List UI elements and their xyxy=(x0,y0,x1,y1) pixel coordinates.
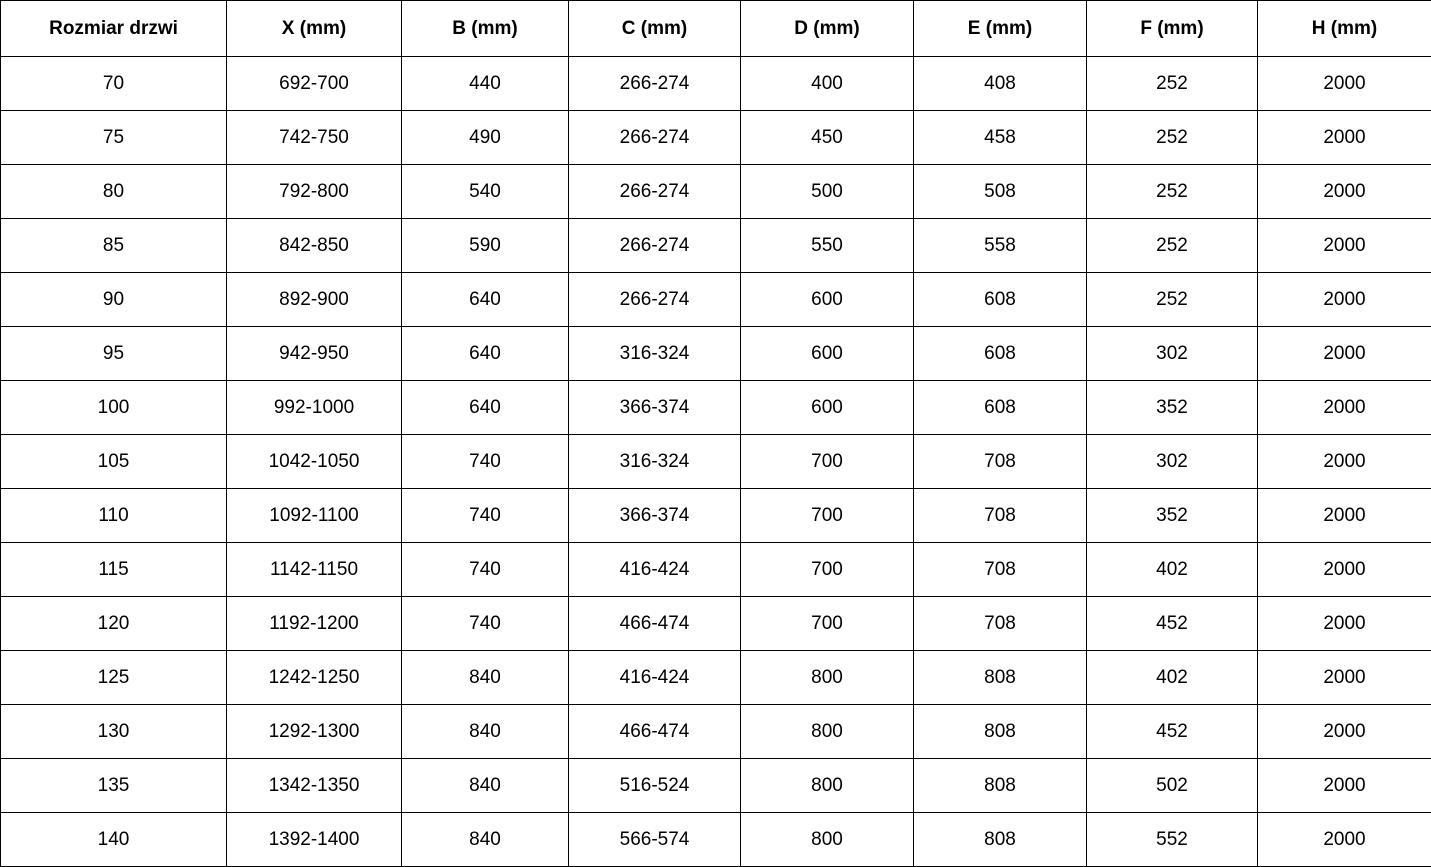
cell-rozmiar-drzwi: 100 xyxy=(1,381,227,435)
cell-h: 2000 xyxy=(1258,705,1431,759)
cell-c: 266-274 xyxy=(569,165,741,219)
cell-h: 2000 xyxy=(1258,651,1431,705)
column-header-e: E (mm) xyxy=(914,1,1087,57)
cell-e: 808 xyxy=(914,705,1087,759)
cell-x: 842-850 xyxy=(227,219,402,273)
cell-rozmiar-drzwi: 130 xyxy=(1,705,227,759)
column-header-h: H (mm) xyxy=(1258,1,1431,57)
cell-f: 402 xyxy=(1087,651,1258,705)
cell-f: 552 xyxy=(1087,813,1258,867)
cell-x: 742-750 xyxy=(227,111,402,165)
cell-rozmiar-drzwi: 95 xyxy=(1,327,227,381)
cell-h: 2000 xyxy=(1258,57,1431,111)
table-row xyxy=(1,435,1431,489)
cell-e: 708 xyxy=(914,543,1087,597)
cell-b: 640 xyxy=(402,327,569,381)
cell-rozmiar-drzwi: 140 xyxy=(1,813,227,867)
cell-rozmiar-drzwi: 125 xyxy=(1,651,227,705)
cell-e: 608 xyxy=(914,381,1087,435)
cell-c: 516-524 xyxy=(569,759,741,813)
cell-e: 708 xyxy=(914,489,1087,543)
table-row xyxy=(1,165,1431,219)
cell-d: 700 xyxy=(741,597,914,651)
cell-x: 892-900 xyxy=(227,273,402,327)
cell-h: 2000 xyxy=(1258,489,1431,543)
cell-x: 1392-1400 xyxy=(227,813,402,867)
cell-rozmiar-drzwi: 120 xyxy=(1,597,227,651)
cell-h: 2000 xyxy=(1258,111,1431,165)
cell-e: 808 xyxy=(914,651,1087,705)
cell-x: 1292-1300 xyxy=(227,705,402,759)
table-row xyxy=(1,543,1431,597)
cell-rozmiar-drzwi: 80 xyxy=(1,165,227,219)
cell-h: 2000 xyxy=(1258,273,1431,327)
table-row xyxy=(1,651,1431,705)
cell-c: 566-574 xyxy=(569,813,741,867)
cell-h: 2000 xyxy=(1258,327,1431,381)
cell-b: 840 xyxy=(402,759,569,813)
cell-b: 640 xyxy=(402,273,569,327)
cell-rozmiar-drzwi: 115 xyxy=(1,543,227,597)
cell-e: 808 xyxy=(914,813,1087,867)
cell-c: 266-274 xyxy=(569,273,741,327)
cell-h: 2000 xyxy=(1258,165,1431,219)
cell-x: 1142-1150 xyxy=(227,543,402,597)
cell-h: 2000 xyxy=(1258,759,1431,813)
cell-f: 452 xyxy=(1087,705,1258,759)
table-row xyxy=(1,597,1431,651)
cell-e: 608 xyxy=(914,273,1087,327)
cell-f: 352 xyxy=(1087,381,1258,435)
cell-h: 2000 xyxy=(1258,381,1431,435)
cell-f: 352 xyxy=(1087,489,1258,543)
cell-d: 800 xyxy=(741,705,914,759)
cell-d: 450 xyxy=(741,111,914,165)
cell-e: 408 xyxy=(914,57,1087,111)
cell-f: 252 xyxy=(1087,273,1258,327)
cell-h: 2000 xyxy=(1258,219,1431,273)
cell-d: 800 xyxy=(741,651,914,705)
table-row xyxy=(1,705,1431,759)
table-header xyxy=(1,1,1431,57)
column-header-f: F (mm) xyxy=(1087,1,1258,57)
cell-d: 600 xyxy=(741,381,914,435)
cell-c: 366-374 xyxy=(569,381,741,435)
cell-x: 792-800 xyxy=(227,165,402,219)
column-header-x: X (mm) xyxy=(227,1,402,57)
cell-d: 500 xyxy=(741,165,914,219)
cell-b: 840 xyxy=(402,651,569,705)
cell-d: 400 xyxy=(741,57,914,111)
cell-rozmiar-drzwi: 110 xyxy=(1,489,227,543)
cell-rozmiar-drzwi: 70 xyxy=(1,57,227,111)
column-header-rozmiar-drzwi: Rozmiar drzwi xyxy=(1,1,227,57)
cell-c: 416-424 xyxy=(569,543,741,597)
table-row xyxy=(1,813,1431,867)
table-row xyxy=(1,759,1431,813)
cell-c: 266-274 xyxy=(569,111,741,165)
cell-b: 740 xyxy=(402,543,569,597)
column-header-b: B (mm) xyxy=(402,1,569,57)
cell-x: 942-950 xyxy=(227,327,402,381)
cell-x: 692-700 xyxy=(227,57,402,111)
cell-b: 840 xyxy=(402,705,569,759)
table-row xyxy=(1,57,1431,111)
cell-b: 590 xyxy=(402,219,569,273)
cell-e: 708 xyxy=(914,597,1087,651)
cell-f: 502 xyxy=(1087,759,1258,813)
cell-f: 252 xyxy=(1087,219,1258,273)
cell-c: 316-324 xyxy=(569,435,741,489)
cell-c: 466-474 xyxy=(569,597,741,651)
cell-b: 440 xyxy=(402,57,569,111)
cell-d: 600 xyxy=(741,273,914,327)
cell-b: 740 xyxy=(402,597,569,651)
cell-rozmiar-drzwi: 85 xyxy=(1,219,227,273)
table-row xyxy=(1,273,1431,327)
column-header-d: D (mm) xyxy=(741,1,914,57)
cell-e: 558 xyxy=(914,219,1087,273)
cell-h: 2000 xyxy=(1258,435,1431,489)
cell-x: 1342-1350 xyxy=(227,759,402,813)
cell-b: 540 xyxy=(402,165,569,219)
cell-e: 608 xyxy=(914,327,1087,381)
table-row xyxy=(1,219,1431,273)
cell-f: 252 xyxy=(1087,165,1258,219)
cell-b: 640 xyxy=(402,381,569,435)
cell-x: 1242-1250 xyxy=(227,651,402,705)
cell-f: 302 xyxy=(1087,327,1258,381)
table-body xyxy=(1,57,1431,867)
cell-d: 800 xyxy=(741,759,914,813)
cell-rozmiar-drzwi: 105 xyxy=(1,435,227,489)
cell-d: 700 xyxy=(741,435,914,489)
cell-d: 800 xyxy=(741,813,914,867)
cell-c: 266-274 xyxy=(569,219,741,273)
table-row xyxy=(1,489,1431,543)
cell-h: 2000 xyxy=(1258,543,1431,597)
cell-b: 740 xyxy=(402,489,569,543)
cell-f: 252 xyxy=(1087,57,1258,111)
cell-h: 2000 xyxy=(1258,813,1431,867)
cell-d: 550 xyxy=(741,219,914,273)
cell-e: 508 xyxy=(914,165,1087,219)
cell-h: 2000 xyxy=(1258,597,1431,651)
cell-x: 1042-1050 xyxy=(227,435,402,489)
cell-f: 252 xyxy=(1087,111,1258,165)
table-header-row xyxy=(1,1,1431,57)
table-row xyxy=(1,381,1431,435)
cell-f: 402 xyxy=(1087,543,1258,597)
cell-d: 700 xyxy=(741,543,914,597)
cell-f: 302 xyxy=(1087,435,1258,489)
cell-e: 808 xyxy=(914,759,1087,813)
cell-c: 366-374 xyxy=(569,489,741,543)
cell-rozmiar-drzwi: 90 xyxy=(1,273,227,327)
cell-b: 840 xyxy=(402,813,569,867)
cell-e: 708 xyxy=(914,435,1087,489)
cell-rozmiar-drzwi: 75 xyxy=(1,111,227,165)
cell-d: 700 xyxy=(741,489,914,543)
cell-x: 1092-1100 xyxy=(227,489,402,543)
cell-c: 416-424 xyxy=(569,651,741,705)
cell-x: 1192-1200 xyxy=(227,597,402,651)
cell-c: 316-324 xyxy=(569,327,741,381)
table-row xyxy=(1,327,1431,381)
cell-c: 466-474 xyxy=(569,705,741,759)
table-row xyxy=(1,111,1431,165)
cell-c: 266-274 xyxy=(569,57,741,111)
cell-rozmiar-drzwi: 135 xyxy=(1,759,227,813)
cell-d: 600 xyxy=(741,327,914,381)
column-header-c: C (mm) xyxy=(569,1,741,57)
cell-x: 992-1000 xyxy=(227,381,402,435)
cell-e: 458 xyxy=(914,111,1087,165)
cell-f: 452 xyxy=(1087,597,1258,651)
cell-b: 490 xyxy=(402,111,569,165)
cell-b: 740 xyxy=(402,435,569,489)
